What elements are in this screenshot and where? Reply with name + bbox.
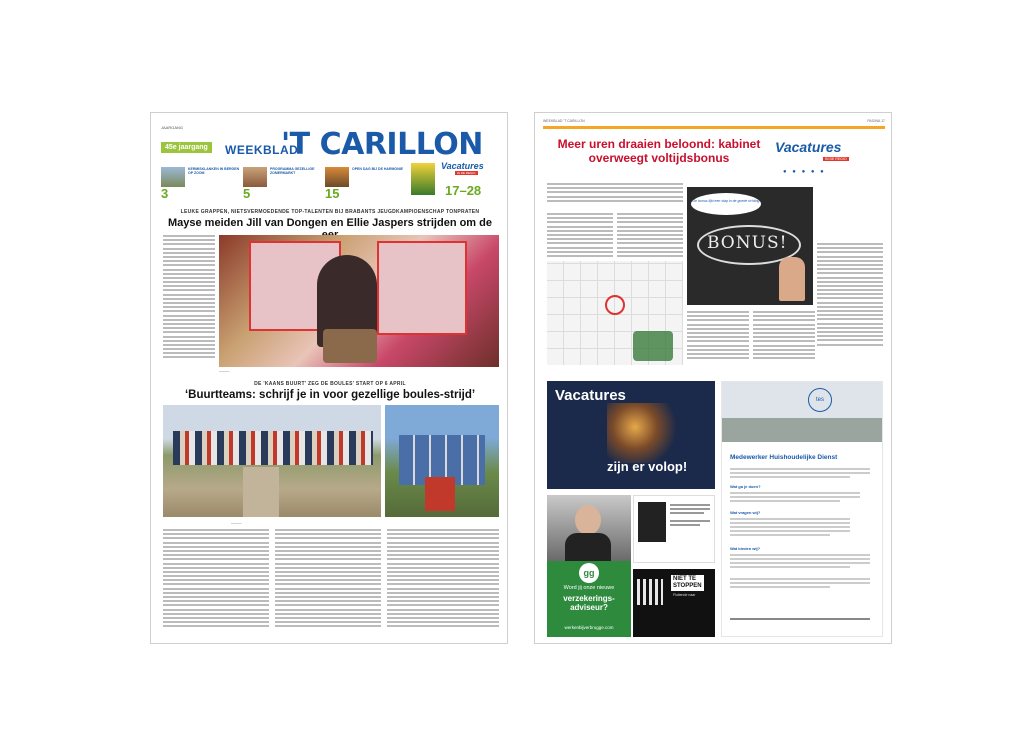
teaser-text: PROGRAMMA GEZELLIGE ZOMERMARKT xyxy=(270,167,315,176)
teaser-thumbnail xyxy=(243,167,267,187)
teaser-strip xyxy=(161,161,499,201)
stop-advert-title: NIET TE STOPPEN xyxy=(673,576,702,589)
page-header-left: WEEKBLAD 'T CARILLON xyxy=(543,119,585,123)
newspaper-front-page xyxy=(150,112,508,644)
advert-title: Vacatures xyxy=(555,387,626,404)
vacatures-person-image xyxy=(411,163,435,195)
article-body-col-4 xyxy=(817,243,883,348)
bonus-word: BONUS! xyxy=(707,233,788,253)
article2-headline: ‘Buurtteams: schrijf je in voor gezellige boules-strijd’ xyxy=(184,389,476,401)
article-headline: Meer uren draaien beloond: kabinet overweegt voltijdsbonus xyxy=(557,137,761,165)
teaser-item[interactable] xyxy=(161,167,241,201)
qr-code-icon xyxy=(637,579,663,605)
vacatures-logo: Vacatures xyxy=(441,161,484,171)
calendar-photo xyxy=(547,261,683,365)
page-header-right: PAGINA 17 xyxy=(867,119,885,123)
quote-bubble: De bonus lijkt een stap in de goede richting xyxy=(691,193,761,215)
article-body-col-3b xyxy=(753,311,815,361)
article2-body-text-1 xyxy=(163,529,269,630)
article-intro-text xyxy=(547,183,683,204)
small-advert-image xyxy=(638,502,666,542)
stop-advert[interactable] xyxy=(633,569,715,637)
vacatures-advert[interactable] xyxy=(547,381,715,489)
article2-group-photo xyxy=(163,405,381,517)
teaser-page-number: 15 xyxy=(325,186,340,201)
tes-job-title: Medewerker Huishoudelijke Dienst xyxy=(730,454,838,461)
vacatures-logo-block[interactable] xyxy=(771,133,883,195)
article1-photo-caption: ——— xyxy=(219,369,230,373)
insurance-job-advert[interactable] xyxy=(547,495,631,637)
teaser-thumbnail xyxy=(325,167,349,187)
weekblad-label: WEEKBLAD xyxy=(225,143,299,157)
stop-advert-sub: Fluitende naar xyxy=(673,593,696,597)
article2-photo-caption: ——— xyxy=(231,521,242,525)
company-logo-icon: gg xyxy=(579,563,599,583)
edition-badge: 45e jaargang xyxy=(161,142,212,153)
vacatures-logo: Vacatures xyxy=(775,139,842,155)
advisor-photo xyxy=(547,495,631,561)
tes-job-advert[interactable] xyxy=(721,381,883,637)
masthead-meta: JAARGANG xyxy=(161,125,184,130)
tes-logo: tes xyxy=(808,388,832,412)
teaser-item[interactable] xyxy=(243,167,323,201)
vacatures-sub: IN DE REGIO xyxy=(825,157,847,161)
article2-kicker: DE 'KAANS BUURT' ZEG DE BOULES' START OP 6 APRIL xyxy=(254,381,406,387)
masthead xyxy=(161,125,499,165)
teaser-thumbnail xyxy=(161,167,185,187)
page-header-meta xyxy=(543,119,885,123)
article-body-col-2 xyxy=(617,213,683,259)
advert-url[interactable]: werkenbijverbrugge.com xyxy=(564,625,614,630)
tes-building-photo xyxy=(722,382,882,442)
teaser-text: KERMISKLANKEN IN BERGEN OP ZOOM xyxy=(188,167,240,176)
newspaper-title: 'T CARILLON xyxy=(281,127,483,162)
article1-photo xyxy=(219,235,499,367)
vacatures-badge[interactable] xyxy=(411,161,499,201)
tes-section-heading: Wat vragen wij? xyxy=(730,510,761,515)
article2-body-text-3 xyxy=(387,529,499,630)
vacatures-pages: 17–28 xyxy=(445,183,482,198)
article2-team-photo xyxy=(385,405,499,517)
bonus-chalkboard-image xyxy=(687,187,813,305)
tes-section-heading: Wat ga je doen? xyxy=(730,484,761,489)
vacatures-sub: IN DE REGIO xyxy=(457,171,476,175)
article1-headline: Mayse meiden Jill van Dongen en Ellie Jaspers strijden om de xyxy=(167,217,492,229)
advert-line-2: verzekerings-adviseur? xyxy=(563,594,615,612)
header-rule xyxy=(543,126,885,129)
teaser-page-number: 5 xyxy=(243,186,251,201)
tes-section-heading: Wat bieden wij? xyxy=(730,546,761,551)
advert-subtitle: zijn er volop! xyxy=(607,459,688,474)
article1-body-text xyxy=(163,235,215,361)
article-body-col-3a xyxy=(687,311,749,361)
teaser-text: OPEN DAG BIJ DE HARMONIE xyxy=(352,167,403,171)
advert-image xyxy=(607,403,677,463)
vacatures-icons: ● ● ● ● ● xyxy=(783,169,826,175)
article2-body-text-2 xyxy=(275,529,381,630)
advert-line-1: Word jij onze nieuwe xyxy=(563,585,615,591)
teaser-page-number: 3 xyxy=(161,186,169,201)
small-advert[interactable] xyxy=(633,495,715,563)
teaser-item[interactable] xyxy=(325,167,405,201)
article1-kicker: LEUKE GRAPPEN, NIETSVERMOEDENDE TOP-TALENTEN BIJ BRABANTS JEUGDKAMPIOENSCHAP TONPRATEN xyxy=(180,209,480,215)
article-body-col-1 xyxy=(547,213,613,259)
advert-green-panel xyxy=(547,561,631,637)
newspaper-vacancy-page xyxy=(534,112,892,644)
